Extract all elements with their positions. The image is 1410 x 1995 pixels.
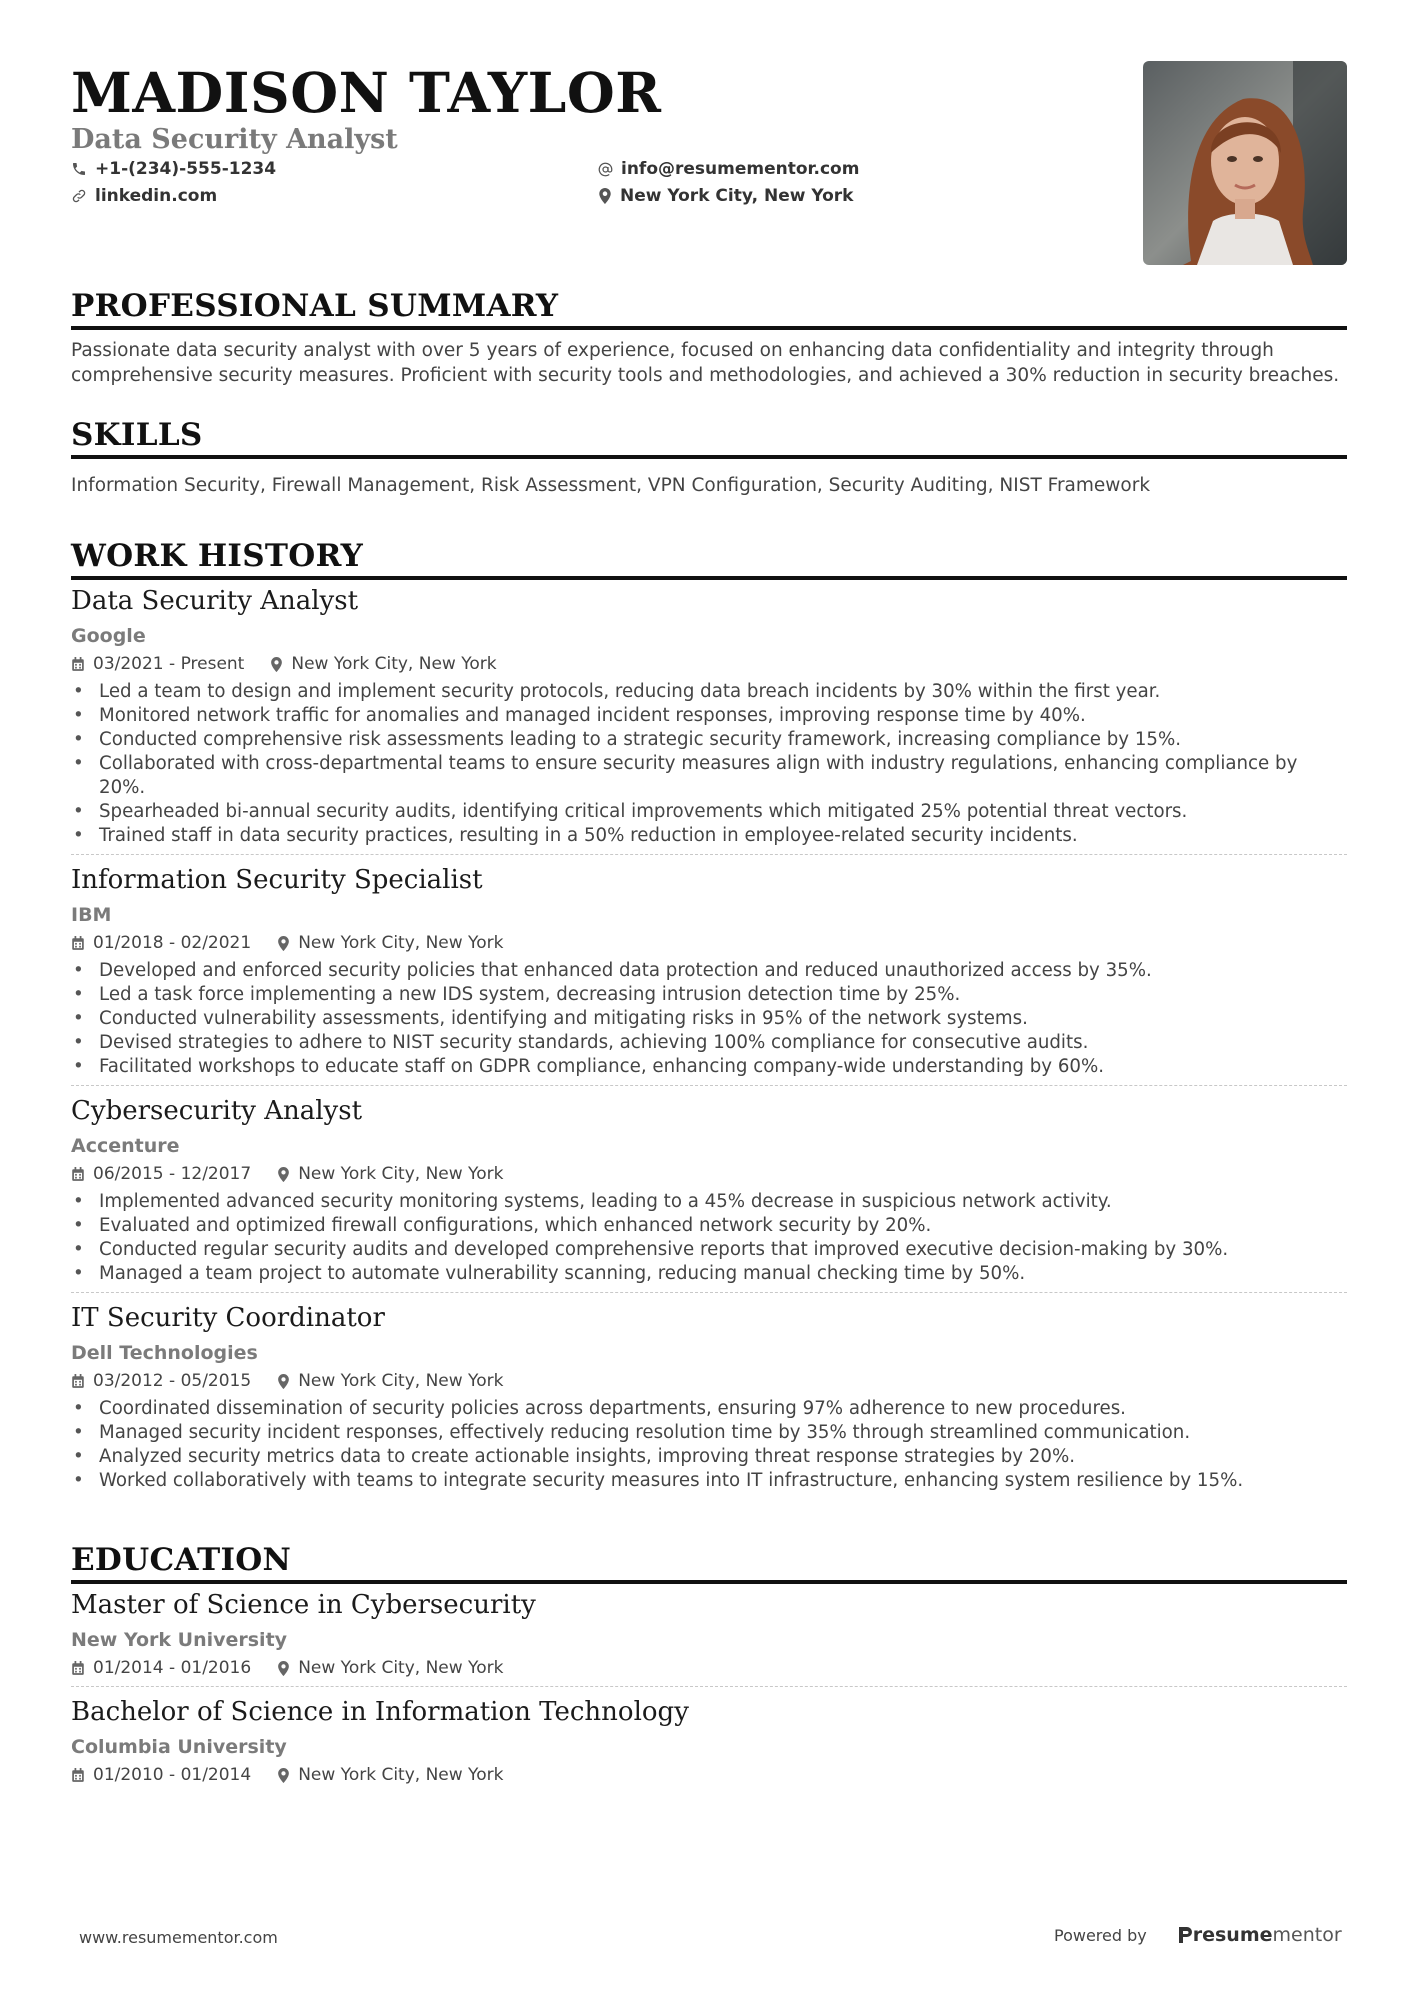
job-entry [71, 584, 1347, 855]
bullet-item: • Facilitated workshops to educate staff on GDPR compliance, enhancing company-wide understanding by 60%. [71, 1055, 1347, 1079]
bullet-item: • Coordinated dissemination of security policies across departments, ensuring 97% adherence to new procedures. [71, 1397, 1347, 1421]
education-location: New York City, New York [298, 1658, 504, 1678]
location-pin-icon [277, 936, 290, 951]
location-pin-icon [270, 657, 283, 672]
brand-logo[interactable] [1177, 1924, 1342, 1946]
job-location: New York City, New York [298, 933, 504, 953]
website-contact[interactable] [71, 185, 217, 207]
skills-section [71, 417, 1347, 498]
link-icon [71, 188, 87, 204]
job-location: New York City, New York [298, 1164, 504, 1184]
job-meta [71, 931, 1347, 955]
work-heading: WORK HISTORY [71, 538, 1347, 580]
bullet-item: • Monitored network traffic for anomalies and managed incident responses, improving response time by 40%. [71, 704, 1347, 728]
job-location: New York City, New York [298, 1371, 504, 1391]
powered-by-text: Powered by [1054, 1925, 1147, 1945]
job-dates: 01/2018 - 02/2021 [93, 933, 252, 953]
bullet-item: • Managed security incident responses, effectively reducing resolution time by 35% through streamlined communication. [71, 1421, 1347, 1445]
job-bullets [71, 1190, 1347, 1286]
education-entry [71, 1588, 1347, 1687]
bullet-item: • Conducted comprehensive risk assessments leading to a strategic security framework, increasing compliance by 15%. [71, 728, 1347, 752]
summary-section [71, 288, 1347, 388]
skills-text: Information Security, Firewall Management, Risk Assessment, VPN Configuration, Security Auditing, NIST Framework [71, 475, 1151, 496]
company-name: IBM [71, 904, 112, 926]
education-location: New York City, New York [298, 1765, 504, 1785]
job-meta [71, 1369, 1347, 1393]
school-name: Columbia University [71, 1736, 287, 1758]
at-icon [598, 162, 613, 177]
resumementor-logo-icon [1177, 1925, 1193, 1945]
summary-heading: PROFESSIONAL SUMMARY [71, 288, 1347, 330]
job-title: IT Security Coordinator [71, 1303, 385, 1333]
website-text[interactable]: linkedin.com [95, 186, 218, 206]
job-title: Information Security Specialist [71, 865, 483, 895]
calendar-icon [71, 1768, 85, 1783]
job-title: Data Security Analyst [71, 586, 359, 616]
education-meta [71, 1763, 1347, 1787]
candidate-name: MADISON TAYLOR [71, 60, 662, 125]
bullet-item: • Conducted regular security audits and developed comprehensive reports that improved executive decision-making by 30%. [71, 1238, 1347, 1262]
phone-icon [71, 161, 87, 177]
calendar-icon [71, 657, 85, 672]
school-name: New York University [71, 1629, 288, 1651]
bullet-item: • Led a team to design and implement security protocols, reducing data breach incidents by 30% within the first year. [71, 680, 1347, 704]
skills-heading: SKILLS [71, 417, 1347, 459]
bullet-item: • Led a task force implementing a new IDS system, decreasing intrusion detection time by 25%. [71, 983, 1347, 1007]
summary-text: Passionate data security analyst with over 5 years of experience, focused on enhancing data confidentiality and integrity through comprehensive security measures. Proficient with security tools and methodologies, and achieved a 30% reduction in security breaches. [71, 340, 1340, 386]
degree-title: Bachelor of Science in Information Technology [71, 1697, 689, 1727]
degree-title: Master of Science in Cybersecurity [71, 1590, 536, 1620]
bullet-item: • Implemented advanced security monitoring systems, leading to a 45% decrease in suspicious network activity. [71, 1190, 1347, 1214]
footer-website[interactable]: www.resumementor.com [79, 1928, 278, 1947]
location-contact [598, 185, 853, 207]
job-dates: 03/2012 - 05/2015 [93, 1371, 252, 1391]
bullet-item: • Evaluated and optimized firewall configurations, which enhanced network security by 20%. [71, 1214, 1347, 1238]
job-entry [71, 1094, 1347, 1293]
profile-photo [1143, 61, 1347, 265]
job-dates: 06/2015 - 12/2017 [93, 1164, 252, 1184]
bullet-item: • Collaborated with cross-departmental teams to ensure security measures align with industry regulations, enhancing compliance by 20%. [71, 752, 1347, 800]
bullet-item: • Conducted vulnerability assessments, identifying and mitigating risks in 95% of the network systems. [71, 1007, 1347, 1031]
company-name: Dell Technologies [71, 1342, 258, 1364]
location-pin-icon [277, 1374, 290, 1389]
bullet-item: • Trained staff in data security practices, resulting in a 50% reduction in employee-related security incidents. [71, 824, 1347, 848]
location-text: New York City, New York [620, 186, 854, 206]
job-entry [71, 1301, 1347, 1499]
education-dates: 01/2014 - 01/2016 [93, 1658, 252, 1678]
email-contact[interactable] [598, 158, 859, 180]
phone-contact [71, 158, 276, 180]
job-entry [71, 863, 1347, 1086]
education-heading: EDUCATION [71, 1542, 1347, 1584]
bullet-item: • Devised strategies to adhere to NIST security standards, achieving 100% compliance for consecutive audits. [71, 1031, 1347, 1055]
bullet-item: • Analyzed security metrics data to create actionable insights, improving threat response strategies by 20%. [71, 1445, 1347, 1469]
job-meta [71, 652, 1347, 676]
phone-text: +1-(234)-555-1234 [95, 159, 277, 179]
candidate-role: Data Security Analyst [71, 124, 398, 155]
calendar-icon [71, 1661, 85, 1676]
location-pin-icon [598, 188, 612, 204]
job-bullets [71, 1397, 1347, 1493]
job-location: New York City, New York [291, 654, 497, 674]
location-pin-icon [277, 1768, 290, 1783]
calendar-icon [71, 1374, 85, 1389]
brand-light: mentor [1272, 1924, 1342, 1946]
bullet-item: • Spearheaded bi-annual security audits, identifying critical improvements which mitigated 25% potential threat vectors. [71, 800, 1347, 824]
company-name: Accenture [71, 1135, 180, 1157]
calendar-icon [71, 1167, 85, 1182]
job-bullets [71, 680, 1347, 848]
bullet-item: • Developed and enforced security policies that enhanced data protection and reduced unauthorized access by 35%. [71, 959, 1347, 983]
education-entry [71, 1695, 1347, 1793]
location-pin-icon [277, 1167, 290, 1182]
bullet-item: • Worked collaboratively with teams to integrate security measures into IT infrastructure, enhancing system resilience by 15%. [71, 1469, 1347, 1493]
education-dates: 01/2010 - 01/2014 [93, 1765, 252, 1785]
job-dates: 03/2021 - Present [93, 654, 245, 674]
education-section [71, 1542, 1347, 1801]
location-pin-icon [277, 1661, 290, 1676]
job-bullets [71, 959, 1347, 1079]
company-name: Google [71, 625, 146, 647]
education-meta [71, 1656, 1347, 1680]
job-title: Cybersecurity Analyst [71, 1096, 363, 1126]
work-section [71, 538, 1347, 1507]
job-meta [71, 1162, 1347, 1186]
brand-bold: resume [1192, 1924, 1273, 1946]
bullet-item: • Managed a team project to automate vulnerability scanning, reducing manual checking time by 50%. [71, 1262, 1347, 1286]
calendar-icon [71, 936, 85, 951]
footer-branding [1054, 1924, 1342, 1946]
email-text[interactable]: info@resumementor.com [621, 159, 860, 179]
